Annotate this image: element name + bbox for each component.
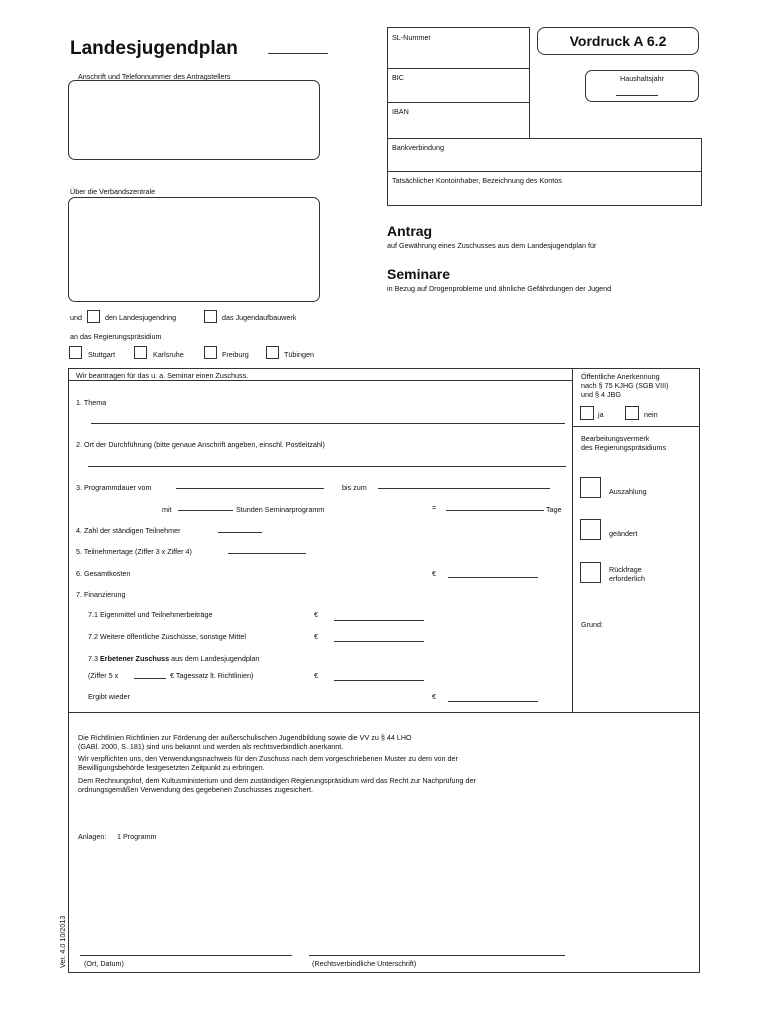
tuebingen-checkbox[interactable] [266, 346, 279, 359]
ergibt-label: Ergibt wieder [88, 692, 130, 701]
tagessatz-field[interactable] [134, 678, 166, 679]
f71-field[interactable] [334, 620, 424, 621]
teilnehmer-field[interactable] [218, 532, 262, 533]
signature-field[interactable] [309, 955, 565, 956]
side-divider-h [572, 426, 700, 427]
equals-sign: = [432, 503, 437, 512]
ort-label: 2. Ort der Durchführung (bitte genaue Anschrift angeben, einschl. Postleitzahl) [76, 440, 325, 449]
karlsruhe-label: Karlsruhe [153, 350, 184, 359]
finanzierung-label: 7. Finanzierung [76, 590, 126, 599]
account-holder-label: Tatsächlicher Kontoinhaber, Bezeichnung des Kontos [392, 176, 562, 185]
rueckfrage-checkbox[interactable] [580, 562, 601, 583]
f72-field[interactable] [334, 641, 424, 642]
stunden-label: Stunden Seminarprogramm [236, 505, 325, 514]
form-code: Vordruck A 6.2 [569, 33, 667, 49]
tage-label: Tage [546, 505, 562, 514]
karlsruhe-checkbox[interactable] [134, 346, 147, 359]
geaendert-checkbox[interactable] [580, 519, 601, 540]
account-holder-field[interactable] [387, 171, 702, 206]
f73-bold: Erbetener Zuschuss [100, 654, 170, 663]
auszahlung-checkbox[interactable] [580, 477, 601, 498]
bank-label: Bankverbindung [392, 143, 444, 152]
gesamtkosten-field[interactable] [448, 577, 538, 578]
page-title: Landesjugendplan [70, 38, 238, 59]
geaendert-label: geändert [609, 529, 638, 538]
gesamtkosten-euro: € [432, 569, 436, 578]
budget-year-label: Haushaltsjahr [620, 74, 664, 83]
f73-label [88, 654, 259, 663]
ergibt-field[interactable] [448, 701, 538, 702]
title-suffix-field[interactable] [268, 53, 328, 54]
tuebingen-label: Tübingen [284, 350, 314, 359]
jugendaufbauwerk-label: das Jugendaufbauwerk [222, 313, 297, 322]
und-label: und [70, 313, 82, 322]
stunden-field[interactable] [178, 510, 233, 511]
f71-euro: € [314, 610, 318, 619]
jugendaufbauwerk-checkbox[interactable] [204, 310, 217, 323]
auszahlung-label: Auszahlung [609, 487, 647, 496]
dauer-bis-field[interactable] [378, 488, 550, 489]
applicant-address-field[interactable] [68, 80, 320, 160]
f73-field[interactable] [334, 680, 424, 681]
antrag-title: Antrag [387, 223, 433, 239]
anerkennung-label: Öffentliche Anerkennung nach § 75 KJHG (SGB VIII) und § 4 JBG [581, 372, 669, 399]
f72-label: 7.2 Weitere öffentliche Zuschüsse, sonstige Mittel [88, 632, 246, 641]
teilnehmertage-label: 5. Teilnehmertage (Ziffer 3 x Ziffer 4) [76, 547, 192, 556]
applicant-label: Anschrift und Telefonnummer des Antragstellers [78, 72, 231, 81]
ort-datum-field[interactable] [80, 955, 292, 956]
version-label: Ver. 4.0 10/2013 [58, 915, 67, 968]
nein-checkbox[interactable] [625, 406, 639, 420]
tage-field[interactable] [446, 510, 544, 511]
grund-label: Grund: [581, 620, 603, 629]
f73-euro: € [314, 671, 318, 680]
iban-label: IBAN [392, 107, 409, 116]
ort-field[interactable] [88, 466, 566, 467]
dauer-von-field[interactable] [176, 488, 324, 489]
ziffer-suffix: € Tagessatz lt. Richtlinien) [170, 671, 254, 680]
ja-checkbox[interactable] [580, 406, 594, 420]
ja-label: ja [598, 410, 604, 419]
gesamtkosten-label: 6. Gesamtkosten [76, 569, 131, 578]
form-code-box [537, 27, 699, 55]
stuttgart-label: Stuttgart [88, 350, 116, 359]
f71-label: 7.1 Eigenmittel und Teilnehmerbeiträge [88, 610, 213, 619]
mit-label: mit [162, 505, 172, 514]
thema-field[interactable] [91, 423, 565, 424]
anlagen-label: Anlagen: [78, 832, 107, 841]
teilnehmer-label: 4. Zahl der ständigen Teilnehmer [76, 526, 181, 535]
vermerk-label: Bearbeitungsvermerk des Regierungspräsidiums [581, 434, 667, 452]
antrag-subtitle: auf Gewährung eines Zuschusses aus dem Landesjugendplan für [387, 241, 597, 250]
teilnehmertage-field[interactable] [228, 553, 306, 554]
landesjugendring-label: den Landesjugendring [105, 313, 177, 322]
budget-year-field[interactable] [616, 95, 658, 96]
intro-text: Wir beantragen für das u. a. Seminar einen Zuschuss. [76, 371, 249, 380]
bic-label: BIC [392, 73, 404, 82]
ziffer-prefix: (Ziffer 5 x [88, 671, 119, 680]
declaration-p1: Die Richtlinien Richtlinien zur Förderung der außerschulischen Jugendbildung sowie die VV zu § 44 LHO (GABl. 2000, S. 181) sind uns bekannt und werden als rechtsverbindlich anerkannt. [78, 733, 412, 751]
rp-label: an das Regierungspräsidium [70, 332, 162, 341]
declaration-p3: Dem Rechnungshof, dem Kultusministerium und dem zuständigen Regierungspräsidium wird das Recht zur Nachprüfung der ordnungsgemäßen Verwendung des gegebenen Zuschusses zugesichert. [78, 776, 476, 794]
seminare-subtitle: in Bezug auf Drogenprobleme und ähnliche Gefährdungen der Jugend [387, 284, 612, 293]
freiburg-label: Freiburg [222, 350, 249, 359]
bank-field[interactable] [387, 138, 702, 172]
budget-year-box[interactable] [585, 70, 699, 102]
bic-field[interactable] [387, 68, 530, 102]
f73-number: 7.3 [88, 654, 98, 663]
bis-label: bis zum [342, 483, 367, 492]
federation-label: Über die Verbandszentrale [70, 187, 156, 196]
declaration-divider [68, 712, 700, 713]
seminare-title: Seminare [387, 266, 451, 282]
side-divider [572, 368, 573, 712]
dauer-label: 3. Programmdauer vom [76, 483, 152, 492]
thema-label: 1. Thema [76, 398, 107, 407]
federation-field[interactable] [68, 197, 320, 302]
main-frame [68, 368, 700, 973]
f72-euro: € [314, 632, 318, 641]
signature-label: (Rechtsverbindliche Unterschrift) [312, 959, 417, 968]
ergibt-euro: € [432, 692, 436, 701]
stuttgart-checkbox[interactable] [69, 346, 82, 359]
anlagen-value: 1 Programm [117, 832, 157, 841]
freiburg-checkbox[interactable] [204, 346, 217, 359]
declaration-p2: Wir verpflichten uns, den Verwendungsnachweis für den Zuschuss nach dem vorgeschriebenen Muster zu dem von der Bewilligungsbehörde festgesetzten Zeitpunkt zu erbringen. [78, 754, 458, 772]
sl-number-field[interactable] [387, 27, 530, 68]
iban-field[interactable] [387, 102, 530, 139]
intro-divider [68, 380, 572, 381]
sl-number-label: SL-Nummer [392, 33, 431, 42]
ort-datum-label: (Ort, Datum) [84, 959, 124, 968]
rueckfrage-label: Rückfrage erforderlich [609, 565, 645, 583]
f73-suffix: aus dem Landesjugendplan [171, 654, 260, 663]
nein-label: nein [644, 410, 658, 419]
landesjugendring-checkbox[interactable] [87, 310, 100, 323]
